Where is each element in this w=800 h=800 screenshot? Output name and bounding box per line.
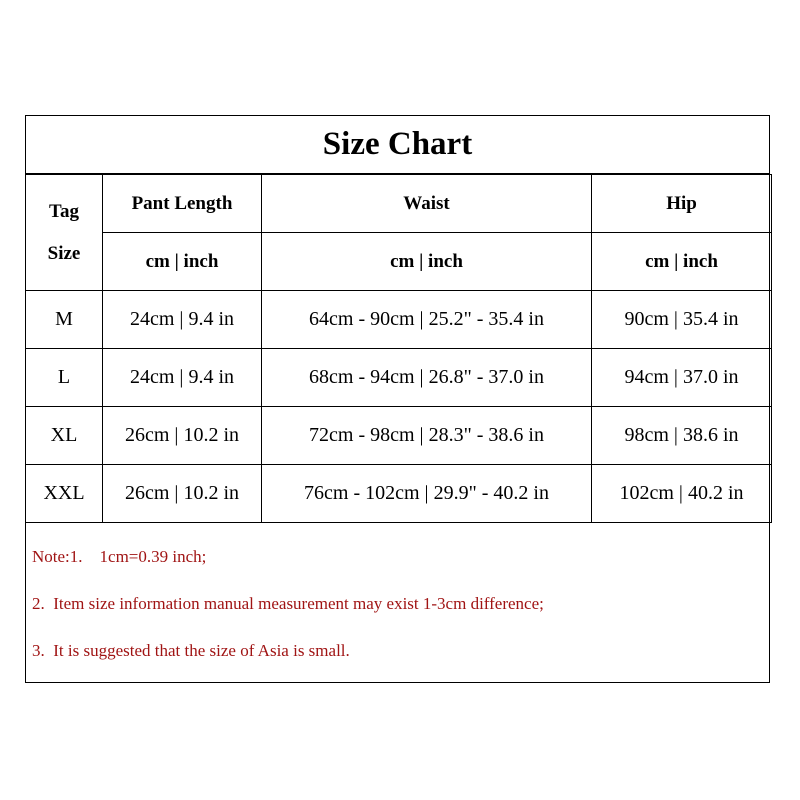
- size-cell: L: [26, 349, 103, 407]
- hip-header: Hip: [592, 175, 772, 233]
- notes-section: [26, 524, 769, 684]
- table-row: [26, 465, 772, 523]
- waist-cell: 76cm - 102cm | 29.9" - 40.2 in: [262, 465, 592, 523]
- pant-length-cell: 24cm | 9.4 in: [103, 291, 262, 349]
- size-cell: XL: [26, 407, 103, 465]
- waist-cell: 72cm - 98cm | 28.3" - 38.6 in: [262, 407, 592, 465]
- waist-header: Waist: [262, 175, 592, 233]
- pant-length-cell: 26cm | 10.2 in: [103, 407, 262, 465]
- tag-label: Tag: [49, 200, 79, 222]
- hip-cell: 98cm | 38.6 in: [592, 407, 772, 465]
- size-label: Size: [47, 242, 81, 264]
- unit-row: [26, 233, 772, 291]
- note-2: 2. Item size information manual measurement may exist 1-3cm difference;: [32, 594, 544, 613]
- pant-length-cell: 24cm | 9.4 in: [103, 349, 262, 407]
- waist-cell: 64cm - 90cm | 25.2" - 35.4 in: [262, 291, 592, 349]
- pant-length-cell: 26cm | 10.2 in: [103, 465, 262, 523]
- size-chart: [25, 115, 770, 683]
- pant-length-header: Pant Length: [103, 175, 262, 233]
- size-cell: M: [26, 291, 103, 349]
- hip-cell: 102cm | 40.2 in: [592, 465, 772, 523]
- table-row: [26, 407, 772, 465]
- chart-title: Size Chart: [26, 116, 769, 174]
- note-3: 3. It is suggested that the size of Asia is small.: [32, 641, 350, 660]
- pant-length-unit: cm | inch: [103, 233, 262, 291]
- tag-size-header: [26, 175, 103, 291]
- table-row: [26, 349, 772, 407]
- header-row: [26, 175, 772, 233]
- hip-cell: 90cm | 35.4 in: [592, 291, 772, 349]
- waist-cell: 68cm - 94cm | 26.8" - 37.0 in: [262, 349, 592, 407]
- hip-unit: cm | inch: [592, 233, 772, 291]
- hip-cell: 94cm | 37.0 in: [592, 349, 772, 407]
- note-1: Note:1. 1cm=0.39 inch;: [32, 547, 207, 566]
- waist-unit: cm | inch: [262, 233, 592, 291]
- size-table: [25, 174, 772, 523]
- size-cell: XXL: [26, 465, 103, 523]
- table-row: [26, 291, 772, 349]
